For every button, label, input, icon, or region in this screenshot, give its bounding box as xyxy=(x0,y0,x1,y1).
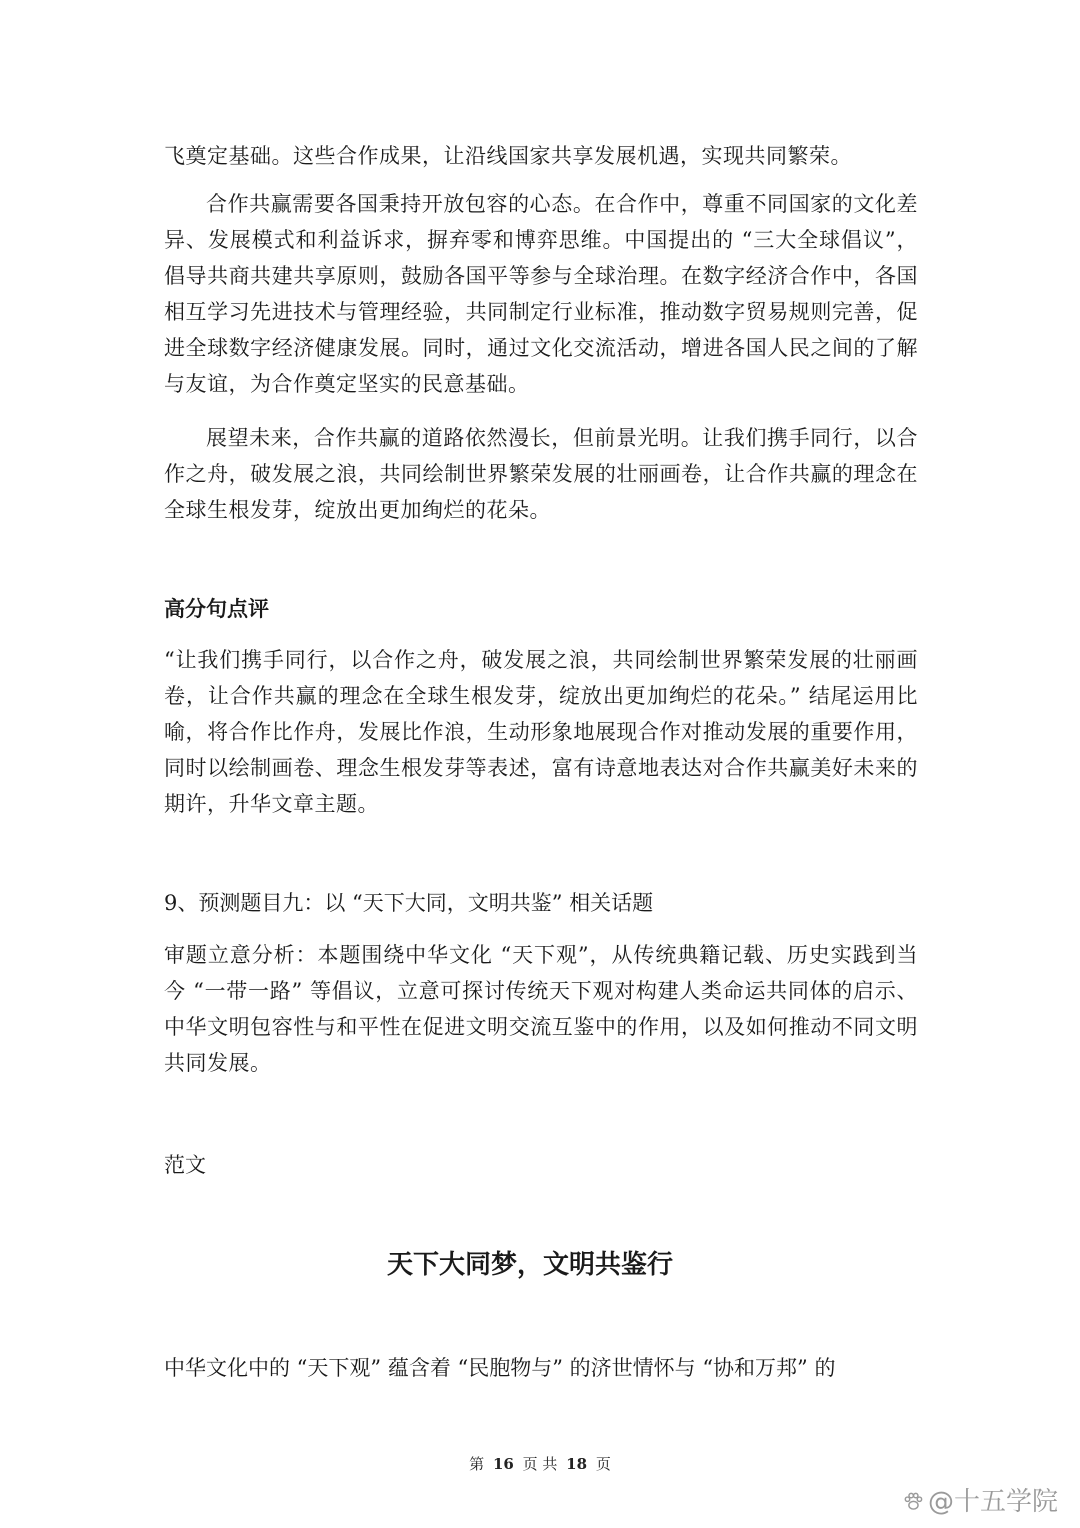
sample-label: 范文 xyxy=(164,1153,206,1177)
paw-icon xyxy=(902,1491,924,1513)
review-heading: 高分句点评 xyxy=(164,596,269,621)
page-footer xyxy=(0,1454,1080,1474)
footer-suffix: 页 xyxy=(595,1455,611,1473)
essay-first-line: 中华文化中的 “天下观” 蕴含着 “民胞物与” 的济世情怀与 “协和万邦” 的 xyxy=(164,1356,836,1380)
essay-title: 天下大同梦，文明共鉴行 xyxy=(386,1250,673,1280)
footer-current-page: 16 xyxy=(492,1455,514,1473)
topic-9-title: 9、预测题目九：以 “天下大同，文明共鉴” 相关话题 xyxy=(164,891,654,915)
footer-prefix: 第 xyxy=(469,1455,485,1473)
watermark xyxy=(902,1486,1058,1518)
paragraph-3: 展望未来，合作共赢的道路依然漫长，但前景光明。让我们携手同行，以合作之舟，破发展之浪，共同绘制世界繁荣发展的壮丽画卷，让合作共赢的理念在全球生根发芽，绽放出更加绚烂的花朵。 xyxy=(164,426,918,522)
paragraph-1: 飞奠定基础。这些合作成果，让沿线国家共享发展机遇，实现共同繁荣。 xyxy=(164,144,852,168)
watermark-text: @十五学院 xyxy=(927,1487,1058,1517)
topic-9-analysis: 审题立意分析：本题围绕中华文化 “天下观”，从传统典籍记载、历史实践到当今 “一带一路” 等倡议，立意可探讨传统天下观对构建人类命运共同体的启示、中华文明包容性与和平性在促进文明交流互鉴中的作用，以及如何推动不同文明共同发展。 xyxy=(164,943,918,1075)
paragraph-2: 合作共赢需要各国秉持开放包容的心态。在合作中，尊重不同国家的文化差异、发展模式和利益诉求，摒弃零和博弈思维。中国提出的 “三大全球倡议”，倡导共商共建共享原则，鼓励各国平等参与全球治理。在数字经济合作中，各国相互学习先进技术与管理经验，共同制定行业标准，推动数字贸易规则完善，促进全球数字经济健康发展。同时，通过文化交流活动，增进各国人民之间的了解与友谊，为合作奠定坚实的民意基础。 xyxy=(164,192,918,396)
footer-middle: 页 共 xyxy=(522,1455,558,1473)
footer-total-pages: 18 xyxy=(566,1455,588,1473)
review-body: “让我们携手同行，以合作之舟，破发展之浪，共同绘制世界繁荣发展的壮丽画卷，让合作共赢的理念在全球生根发芽，绽放出更加绚烂的花朵。” 结尾运用比喻，将合作比作舟，发展比作浪，生动形象地展现合作对推动发展的重要作用，同时以绘制画卷、理念生根发芽等表述，富有诗意地表达对合作共赢美好未来的期许，升华文章主题。 xyxy=(164,648,918,816)
